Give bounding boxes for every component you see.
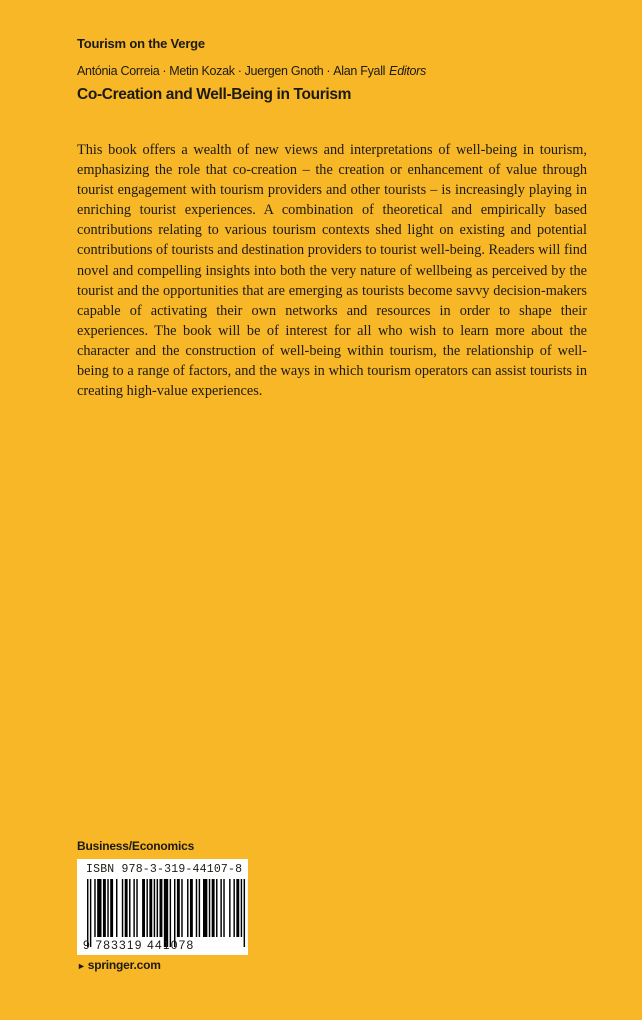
website-url[interactable]: springer.com [87, 958, 161, 972]
arrow-right-icon: ► [77, 961, 86, 971]
barcode-bar [122, 879, 123, 937]
publisher-website[interactable] [77, 958, 161, 972]
barcode-bar [146, 879, 147, 937]
editor-separator: · [162, 64, 167, 78]
barcode-bar [136, 879, 137, 937]
barcode-bar [212, 879, 215, 937]
editor-separator: · [237, 64, 242, 78]
barcode-bar [241, 879, 242, 937]
barcode-digits: 9 783319 441078 [83, 938, 195, 952]
barcode-bar [199, 879, 200, 937]
barcode-bar [181, 879, 182, 937]
barcode-bar [87, 879, 88, 947]
barcode-bar [160, 879, 163, 937]
barcode-bar [110, 879, 113, 937]
editor-name: Metin Kozak [169, 64, 235, 78]
barcode-bar [129, 879, 130, 937]
editor-separator: · [326, 64, 331, 78]
book-description: This book offers a wealth of new views and interpretations of well-being in tourism, emphasizing the role that co-creation – the creation or enhancement of value through tourist engagement with tourism providers and other tourists – is increasingly playing in enriching tourist experiences. A combination of theoretical and empirically based contributions relating to various tourism contexts shed light on existing and potential contributions of tourists and destination providers to tourist well-being. Readers will find novel and compelling insights into both the very nature of wellbeing as perceived by the tourist and the opportunities that are emerging as tourists become savvy decision-makers capable of activating their own networks and resources in order to shape their experiences. The book will be of interest for all who wish to learn more about the character and the construction of well-being within tourism, the relationship of well-being to a range of factors, and the ways in which tourism operators can assist tourists in creating high-value experiences. [77, 142, 587, 400]
barcode-bar [125, 879, 128, 937]
barcode-bar [233, 879, 234, 937]
barcode-bar [94, 879, 95, 937]
barcode-bar [244, 879, 245, 947]
barcode-bar [133, 879, 134, 937]
barcode-bar [229, 879, 230, 937]
barcode-bar [170, 879, 171, 947]
isbn-barcode [77, 859, 248, 955]
barcode-bar [216, 879, 217, 937]
barcode-bar [177, 879, 180, 937]
barcode-bar [174, 879, 175, 947]
barcode-bar [236, 879, 239, 937]
barcode-bar [154, 879, 155, 937]
barcode-bar [209, 879, 210, 937]
barcode-bar [187, 879, 188, 937]
editor-name: Alan Fyall [333, 64, 386, 78]
editor-name: Juergen Gnoth [244, 64, 324, 78]
isbn-label: ISBN 978-3-319-44107-8 [86, 863, 243, 876]
barcode-bar [196, 879, 197, 937]
barcode-bar [90, 879, 91, 947]
barcode-bar [203, 879, 207, 937]
barcode-bar [107, 879, 108, 937]
barcode-bar [103, 879, 106, 937]
barcode-bar [157, 879, 158, 937]
series-title: Tourism on the Verge [77, 36, 205, 51]
subject-category: Business/Economics [77, 839, 195, 853]
editor-name: Antónia Correia [77, 64, 160, 78]
barcode-bar [97, 879, 101, 937]
barcode-bar [116, 879, 117, 937]
editors-role: Editors [389, 64, 426, 78]
barcode-bar [190, 879, 193, 937]
barcode-bar [164, 879, 168, 947]
editors-line [77, 64, 426, 78]
barcode-bar [223, 879, 224, 937]
book-title: Co-Creation and Well-Being in Tourism [77, 86, 352, 103]
barcode-bar [220, 879, 221, 937]
barcode-bar [142, 879, 145, 937]
barcode-bar [149, 879, 152, 937]
